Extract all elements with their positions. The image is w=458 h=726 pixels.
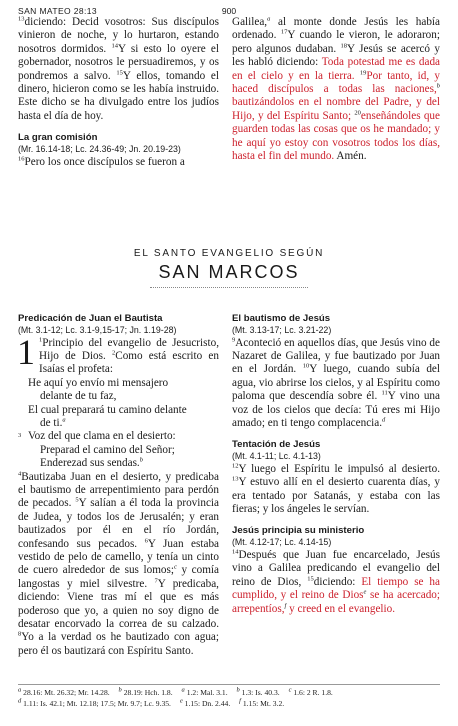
verse-number: 13 [18, 15, 25, 23]
verse-number: 1 [39, 335, 43, 343]
verse-paragraph [18, 156, 219, 169]
poetry-line: delante de tu faz, [40, 390, 117, 403]
verse-number: 11 [381, 389, 388, 397]
footnote-marker: e [363, 588, 367, 596]
footnote: $^c$ 1.6: 2 R. 1.8. [288, 686, 333, 697]
verse-number: 13 [232, 475, 239, 483]
verse-number: 7 [154, 577, 158, 585]
poetry-line: He aquí yo envío mi mensajero [28, 376, 169, 389]
section-heading: Jesús principia su ministerio [232, 525, 365, 537]
verse-text: Y cuando le vieron, le adoraron; pero algunos dudaban. [232, 29, 440, 55]
verse-number: 6 [144, 536, 148, 544]
verse-text: y comía langostas y miel silvestre. [18, 564, 219, 590]
poetry-line: Preparad el camino del Señor; [40, 443, 175, 456]
verse-paragraph [18, 16, 219, 123]
section-heading: Tentación de Jesús [232, 439, 321, 451]
verse-text: Y salían a él toda la provincia de Judea, y todos los de Jerusalén; y eran bautizados por él en el río Jordán, confesando sus pecados. [18, 497, 219, 550]
verse-paragraph [232, 463, 440, 517]
poetry-line: El cual preparará tu camino delante [28, 403, 187, 416]
footnote: $^e$ 1.15: Dn. 2.44. [179, 697, 231, 708]
verse-number: 15 [307, 575, 314, 583]
verse-paragraph [17, 331, 219, 377]
verse-number: 16 [18, 155, 25, 163]
verse-number: 17 [280, 28, 288, 36]
verse-text: diciendo: [313, 575, 362, 588]
column-bottom-right [232, 313, 440, 616]
verse-runs [39, 337, 219, 376]
verse-text: al monte donde Jesús les había ordenado. [232, 16, 440, 42]
verse-text: Y predicaba, diciendo: Viene tras mí el que es más poderoso que yo, a quien no soy digno de desatar encorvado la correa de su calzado. [18, 577, 219, 631]
words-of-jesus: Toda potestad me es dada en el cielo y en la tierra. [232, 56, 441, 82]
verse-number: 4 [18, 469, 22, 477]
verse-number: 20 [354, 109, 361, 117]
section-heading: El bautismo de Jesús [232, 313, 331, 324]
poetry-line: de ti.$^a$ [40, 416, 66, 429]
verse-number: 2 [112, 349, 116, 357]
footnote: $^f$ 1.15: Mt. 3.2. [239, 697, 285, 708]
verse-text: Como está escrito en Isaías el profeta: [39, 349, 219, 376]
verse-number: 10 [302, 362, 310, 370]
parallel-reference: (Mt. 4.12-17; Lc. 4.14-15) [232, 536, 332, 547]
footnote: $^b$ 1.3: Is. 40.3. [236, 686, 280, 697]
verse-number: 18 [340, 42, 348, 50]
title-rule [150, 287, 308, 288]
verse-text: Pero los once discípulos se fueron a [24, 155, 185, 168]
book-title: SAN MARCOS [158, 262, 300, 282]
verse-text: Y luego, cuando subía del agua, vio abrirse los cielos, y al Espíritu como paloma que descendía sobre él. [232, 363, 440, 403]
verse-number: 9 [232, 335, 236, 343]
verse-text: Y Juan estaba vestido de pelo de camello, y tenía un cinto de cuero alrededor de sus lomos; [18, 537, 220, 577]
words-of-jesus: y creed en el evangelio. [286, 602, 396, 615]
verse-text: Y Jesús se acercó y les habló diciendo: [232, 42, 440, 69]
poetry-block: 3 Voz del que clama en el desierto: Preparad el camino del Señor; Enderezad sus sendas.$^b$ [18, 430, 219, 470]
verse-number: 8 [18, 630, 22, 638]
verse-number: 14 [111, 42, 118, 50]
verse-text: Aconteció en aquellos días, que Jesús vino de Nazaret de Galilea, y fue bautizado por Juan en el Jordán. [232, 336, 440, 376]
verse-number: 14 [232, 548, 239, 556]
verse-paragraph [232, 337, 440, 431]
verse-text: Yo a la verdad os he bautizado con agua; pero él os bautizará con Espíritu Santo. [18, 631, 219, 657]
verse-number: 15 [116, 68, 123, 76]
verse-text: Amén. [334, 150, 367, 163]
footnote: $^a$ 28.16: Mt. 26.32; Mr. 14.28. [18, 686, 110, 697]
verse-text: Y vino una voz de los cielos que decía: Tú eres mi Hijo amado; en ti tengo complacencia. [232, 390, 440, 429]
verse-number: 12 [232, 462, 239, 470]
page-number: 900 [221, 6, 237, 16]
footnote: $^a$ 1.2: Mal. 3.1. [181, 686, 228, 697]
parallel-reference: (Mt. 3.1-12; Lc. 3.1-9,15-17; Jn. 1.19-28) [18, 324, 177, 335]
chapter-number: 1 [17, 331, 35, 372]
footnote-marker: a [62, 416, 66, 424]
section-heading: Predicación de Juan el Bautista [18, 313, 163, 324]
column-top-right [232, 16, 440, 163]
running-head: SAN MATEO 28:13 [18, 6, 98, 16]
verse-text: Bautizaba Juan en el desierto, y predicaba el bautismo de arrepentimiento para perdón de pecados. [18, 470, 219, 510]
verse-text: Principio del evangelio de Jesucristo, Hijo de Dios. [39, 336, 219, 362]
footnote-marker: b [139, 456, 143, 464]
verse-text: Y ellos, tomando el dinero, hicieron como se les había instruido. Este dicho se ha divulgado entre los judíos hasta el día de hoy. [18, 69, 219, 122]
footnote-marker: c [173, 563, 177, 571]
section-heading: La gran comisión [18, 132, 98, 144]
words-of-jesus: se ha acercado; arrepentíos, [232, 589, 440, 615]
poetry-lines [18, 430, 219, 470]
poetry-line: Enderezad sus sendas.$^b$ [40, 456, 143, 470]
verse-text: Y luego el Espíritu le impulsó al desierto. [238, 462, 440, 475]
column-top-left [18, 16, 219, 169]
verse-text: Después que Juan fue encarcelado, Jesús vino a Galilea predicando el evangelio del reino de Dios, [232, 548, 440, 588]
verse-number: 5 [75, 496, 79, 504]
words-of-jesus: Por tanto, id, y haced discípulos a todas las naciones, [232, 69, 440, 96]
footnotes [18, 684, 440, 709]
poetry-line: Voz del que clama en el desierto: [28, 430, 176, 443]
footnote-marker: f [284, 601, 287, 609]
footnote: $^b$ 28.19: Hch. 1.8. [118, 686, 173, 697]
verse-text: diciendo: Decid vosotros: Sus discípulos vinieron de noche, y lo hurtaron, estando nosotros dormidos. [18, 16, 219, 55]
verse-number: 19 [359, 68, 367, 76]
parallel-reference: (Mt. 4.1-11; Lc. 4.1-13) [232, 450, 321, 461]
footnote: $^d$ 1.11: Is. 42.1; Mt. 12.18; 17.5; Mr. 9.7; Lc. 9.35. [18, 697, 171, 708]
footnote-marker: d [382, 416, 386, 424]
footnote-marker: b [436, 82, 440, 90]
parallel-reference: (Mt. 3.13-17; Lc. 3.21-22) [232, 324, 332, 335]
book-super-title: EL SANTO EVANGELIO SEGÚN [133, 248, 325, 259]
verse-paragraph [232, 549, 440, 616]
verse-paragraph [232, 16, 440, 163]
words-of-jesus: bautizándolos en el nombre del Padre, y del Hijo, y del Espíritu Santo; [232, 96, 440, 122]
words-of-jesus: El tiempo se ha cumplido, y el reino de Dios [232, 575, 440, 602]
column-bottom-left [18, 313, 219, 658]
parallel-reference: (Mr. 16.14-18; Lc. 24.36-49; Jn. 20.19-23) [18, 143, 181, 154]
poetry-block [18, 377, 219, 431]
words-of-jesus: enseñándoles que guarden todas las cosas que os he mandado; y he aquí yo estoy con vosotros todos los días, hasta el fin del mundo. [232, 109, 440, 163]
footnote-marker: a [267, 15, 271, 23]
verse-text: Galilea, [232, 16, 268, 28]
verse-text: Y estuvo allí en el desierto cuarenta días, y era tentado por Satanás, y estaba con las fieras; y los ángeles le servían. [232, 476, 440, 516]
verse-text: Y si esto lo oyere el gobernador, nosotros le persuadiremos, y os pondremos a salvo. [18, 42, 219, 82]
verse-paragraph [18, 471, 219, 659]
